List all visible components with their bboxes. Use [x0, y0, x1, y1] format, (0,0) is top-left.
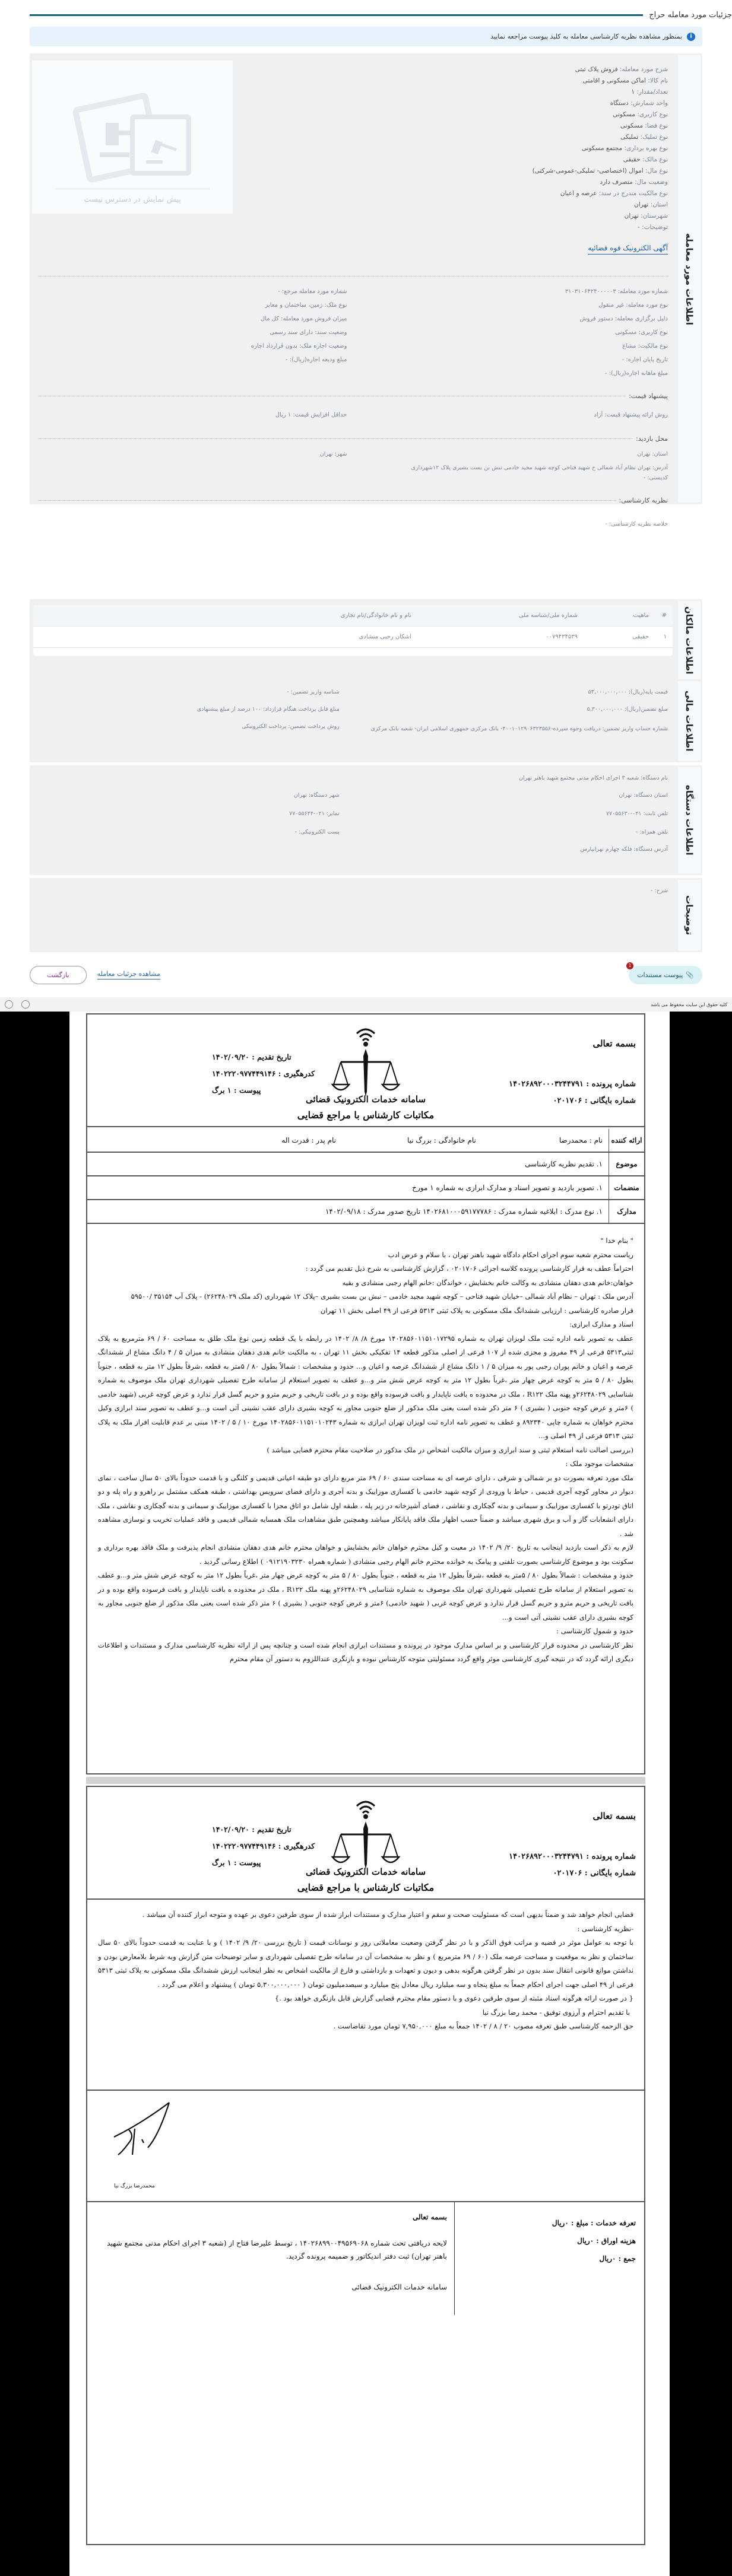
- summary-field: توضیحات: -: [638, 224, 668, 231]
- justice-scale-icon: [330, 1793, 401, 1870]
- gov-logo-icon: [5, 1000, 13, 1009]
- financial-section: [30, 679, 702, 762]
- page-title: جزئیات مورد معامله حراج: [649, 11, 732, 20]
- action-bar: [30, 964, 702, 985]
- agency-name: نام دستگاه: شعبه ۳ اجرای احکام مدنی مجتمع شهید باهنر تهران: [519, 775, 668, 781]
- emblem-logo-icon: [21, 1000, 30, 1009]
- financial-grid: قیمت پایه(ریال): ۵۳,۰۰۰,۰۰۰,۰۰۰ شناسه واریز تضمین: - مبلغ تضمین(ریال): ۵,۳۰۰,۰۰۰,۰۰۰ مبلغ قابل پرداخت هنگام قرارداد: ۱۰۰ درصد از مبلغ پیشنهادی شماره حساب واریز تضمین: دریافت وجوه سپرده-۴۰۰۱۰۱۲۹۰۶۳۲۳۵۵۶- بانک مرکزی جمهوری اسلامی ایران- شعبه بانک مرکزی روش پرداخت تضمین: پرداخت الکترونیکی: [197, 689, 668, 732]
- fees-box: تعرفه خدمات : مبلغ : ۰ریال هزینه اوراق : ۰ریال جمع : ۰ریال: [454, 2202, 644, 2315]
- notes-section: [30, 878, 702, 952]
- owners-body: [30, 599, 676, 681]
- notes-body: [30, 878, 676, 952]
- summary-field: وضعیت مال: متصرف دارد: [600, 179, 668, 186]
- doc-header: بسمه تعالی شماره پرونده : ۱۴۰۲۶۸۹۲۰۰۰۳۲۴۴۷۹۱ شماره بایگانی : ۰۲۰۱۷۰۶ تاریخ تقدیم : ۱۴۰۲/۰۹/۲۰ کدرهگیری : ۱۴۰۲۲۲۰۹۷۷۴۴۹۱۴۶ پیوست : ۱ برگ سامانه خدمات الکترونیک قضائی مکاتبات کارشناس با مراجع قضایی: [87, 1015, 644, 1127]
- price-offer-heading: پیشنهاد قیمت:: [629, 392, 668, 400]
- signature-image: [111, 2100, 176, 2160]
- summary-field: نوع مالکیت مندرج در سند: عرصه و اعیان: [560, 190, 668, 197]
- deal-details-block: [38, 276, 668, 527]
- title-underline: [30, 14, 643, 16]
- document-page-1: [86, 1013, 645, 1774]
- summary-field: واحد شمارش: دستگاه: [610, 100, 668, 107]
- attachments-button[interactable]: 📎 پیوست مستندات 1: [629, 966, 702, 984]
- summary-field: نوع مالک: حقیقی: [623, 156, 668, 163]
- financial-label-box: اطلاعات مالی: [678, 681, 701, 761]
- summary-field: نوع تملیک: تملیکی: [620, 133, 668, 141]
- doc-info-table: ارائه کننده نام : محمدرضا نام خانوادگی : بزرگ نیا نام پدر : قدرت اله موضوع ۱. تقدیم نظریه کارشناسی منضمات ۱. تصویر بازدید و تصویر اسناد و مدارک ابرازی به شماره ۱ مورخ مدارک ۱. نوع مدرک : ابلاغیه شماره مدرک : ۱۴۰۲۶۸۱۰۰۰۵۹۱۷۷۷۸۶ تاریخ صدور مدرک : ۱۴۰۲/۰۹/۱۸: [87, 1129, 644, 1224]
- owners-table: # ماهیت شماره ملی/شناسه ملی نام و نام خانوادگی/نام تجاری ۱ حقیقی ۰۰۷۹۴۳۴۵۳۹ اشکان رجبی منشادی: [33, 605, 673, 656]
- summary-field: نوع بهره برداری: مجتمع مسکونی: [581, 145, 668, 152]
- agency-address: آدرس دستگاه: فلکه چهارم تهرانپارس: [580, 846, 668, 853]
- doc-body-text: قضایی انجام خواهد شد و ضمناً بدیهی است که مسئولیت صحت و سقم و اعتبار مدارک و مستندات ابراز شده از سوی طرفین دعوی بر عهده و متوجه ابراز کننده آن میباشد . -نظریه کارشناسی : با توجه به عوامل موثر در قضیه و مراتب فوق الذکر و با در نظر گرفتن وضعیت معاملاتی روز و نوسانات قیمت ( تاریخ بررسی ۲۰/ ۹/ ۱۴۰۲ ) و با عنایت به قدمت حدوداً بالای ۵۰ سال ساختمان و نظر به موقعیت و مساحت عرصه ملک (۶۰ / ۶۹ مترمربع ) و نظر به مشخصات آن در سامانه طرح تفصیلی شهرداری و سایر توضیحات متن گزارش وبه شرط بلامعارض بودن و نداشتن موانع قانونی انتقال سند بدون در نظر گرفتن هرگونه بدهی و دیون و تعهدات و بازداشتی و فارغ از مالکیت اشخاص به نظر اینجانب ارزش ششدانگ ملک مسکونی به پلاک ثبتی ۵۳۱۳ فرعی از ۴۹ اصلی جهت اجرای احکام جمعاً به مبلغ پنجاه و سه میلیارد ریال معادل پنج میلیارد و سیصدمیلیون تومان ( ۵,۳۰۰,۰۰۰,۰۰۰ تومان ) پیشنهاد و اعلام می گردد . { در صورت ارائه هرگونه اسناد مثبته از سوی طرفین دعوی و با دستور مقام محترم قضایی گزارش قابل بازنگری خواهد بود .} با تقدیم احترام و آرزوی توفیق - محمد رضا بزرگ نیا حق الزحمه کارشناسی طبق تعرفه مصوب ۲۰ / ۸ / ۱۴۰۲ جمعاً به مبلغ ۷,۹۵۰,۰۰۰ تومان مورد تقاضاست .: [98, 1910, 634, 2030]
- visit-address: آدرس: تهران نظام آباد شمالی خ شهید فتاحی کوچه شهید مجید خادمی نبش بن بست بشیری پلاک ۱۲شهرداری: [411, 465, 668, 471]
- page-header: [30, 11, 732, 20]
- financial-body: [30, 679, 676, 762]
- viewer-margin-right: [670, 1012, 732, 2576]
- notes-text: شرح: -: [651, 888, 668, 894]
- document-page-2: [86, 1786, 645, 2545]
- image-preview-placeholder: [32, 61, 233, 214]
- preview-caption: پیش نمایش در دسترس نیست: [84, 195, 181, 204]
- site-footer: [0, 997, 732, 1012]
- section-label: اطلاعات مورد معامله: [684, 233, 695, 325]
- postal-code: کدپستی: -: [643, 475, 668, 481]
- receipt-block: [87, 2202, 644, 2315]
- alert-text: بمنظور مشاهده نظریه کارشناسی معامله به کلید پیوست مراجعه نمایید: [490, 33, 682, 40]
- gavel-icon: [70, 84, 195, 185]
- expert-heading: نظریه کارشناسی:: [619, 497, 668, 504]
- agency-label-box: اطلاعات دستگاه: [678, 767, 701, 873]
- summary-field: نوع فضا: مسکونی: [620, 122, 668, 129]
- page-separator: [86, 1777, 645, 1784]
- judiciary-notice-link[interactable]: آگهی الکترونیک قوه قضائیه: [588, 244, 668, 255]
- agency-body: [30, 765, 676, 875]
- summary-field: تعداد/مقدار: ۱: [631, 88, 668, 96]
- justice-scale-icon: [330, 1020, 401, 1098]
- visit-heading: محل بازدید:: [636, 435, 668, 443]
- summary-list: [533, 64, 668, 255]
- signature-block: محمدرضا بزرگ نیا: [87, 2090, 644, 2202]
- paperclip-icon: 📎: [686, 971, 694, 979]
- table-row: ۱ حقیقی ۰۰۷۹۴۳۴۵۳۹ اشکان رجبی منشادی: [33, 626, 673, 648]
- doc-body-text: " بنام خدا " ریاست محترم شعبه سوم اجرای احکام دادگاه شهید باهنر تهران ، با سلام و عرض ادب احتراماً عطف به قرار کارشناسی پرونده کلاسه اجرائی ۰۲۰۱۷۰۶ ، گزارش کارشناسی به شرح ذیل تقدیم می گردد : خواهان:خانم هدی دهقان منشادی به وکالت خانم بخشایش ، خواندگان :خانم الهام رجبی منشادی و بقیه آدرس ملک : تهران – نظام آباد شمالی –خیابان شهید فتاحی – کوچه شهید مجید خادمی – نبش بن بست بشیری –پلاک ۱۲ شهرداری (کد ملک ۲۶۲۴۸۰۲۹) - پلاک آب ۳۵۱۵۴ /۵۹۵۰۰ قرار صادره کارشناسی : ارزیابی ششدانگ ملک مسکونی به پلاک ثبتی ۵۳۱۳ فرعی از ۴۹ اصلی بخش ۱۱ تهران اسناد و مدارک ابرازی: عطف به تصویر نامه اداره ثبت ملک لویزان تهران به شماره ۱۴۰۲۸۵۶۰۱۱۵۱۰۱۷۲۹۵ مورخ ۸/ ۸/ ۱۴۰۲ در رابطه با یک قطعه زمین نوع ملک طلق به مساحت ۶۰ / ۶۹ مترمربع به پلاک ثبتی۵۳۱۳ فرعی از ۴۹ مفروز و مجزی شده از ۱۰۷ فرعی از اصلی مذکور قطعه ۱۴ تفکیکی بخش ۱۱ تهران ، به مالکیت خانم هدی دهقان منشادی به میزان ۵ / ۴ دانگ مشاع از ششدانگ عرصه و اعیان و خانم پوران رجبی پور به میزان ۵ / ۱ دانگ مشاع از ششدانگ عرصه و اعیان و... حدود و مشخصات : شمالاً بطول ۸۰ / ۵متر به قطعه ،شرقاً بطول ۱۲ متر به قطعه ، جنوباً بطول ۸۰ / ۵ متر به کوچه عرض چهار متر ،غرباً بطول ۱۲ متر به کوچه عرض شش متر و...و عطف به تصویر استعلام از سامانه طرح تفصیلی شهرداری تهران ملک موصوف به شماره شناسایی ۲۶۲۴۸۰۲۹و پهنه ملک R۱۲۲ ، ملک در محدوده ه بافت ناپایدار و بافت فرسوده واقع بوده و در بافت تاریخی و حریم مترو و حریم گسل قرار ندارد و عرض کوچه غربی (شهید خادمی ) ۶متر و عرض کوچه جنوبی ( بشیری ) ۶ متر ذکر شده است یعنی ملک مذکور از ضلع جنوبی مجاور به کوچه بشیری دارای عقب نشینی آتی است و...و عطف به تصویر سند ابرازی وکیل محترم خواهان به شماره چاپی ۸۹۲۳۴۰ و عطف به تصویر نامه اداره ثبت لویزان تهران ابرازی به شماره ۱۴۰۲۸۵۶۰۱۱۵۱۰۱۰۲۴۳ مورخ ۱۰ / ۵ / ۱۴۰۲ مبنی بر عدم قابلیت افراز ملک به پلاک ثبتی ۵۳۱۳ فرعی از ۴۹ اصلی و... (بررسی اصالت نامه استعلام ثبتی و سند ابرازی و میزان مالکیت اشخاص در ملک مذکور در صلاحیت مقام محترم قضایی میباشد ) مشخصات موجود ملک : ملک مورد تعرفه بصورت دو بر شمالی و شرقی ، دارای عرصه ای به مساحت سندی ۶۰ / ۶۹ متر مربع دارای دو طبقه اعیانی قدیمی و کلنگی و با قدمت حدوداً بالای ۵۰ سال ساخت ، نمای دیوار در مجاور کوچه آجری قدیمی ، حیاط با ورودی از کوچه شهید خادمی با کفسازی موزاییک و بدنه آجری و دارای فضای سرویس بهداشتی ، طبقه همکف مشتمل بر راهرو و راه پله و دو اتاق تودرتو با کفسازی موزاییک و سیمانی و بدنه گچکاری و نقاشی ، فضای آشپزخانه در زیر پله ، طبقه اول شامل دو اتاق مجزا با کفسازی موزاییک و سیمانی و بدنه گچکاری و نقاشی ، ملک دارای انشعابات گاز و آب و برق شهری میباشد و ضمناً حسب اظهار ملک فاقد پایانکار میباشد وهمچنین طبق مشاهدات ملک همسایه شمالی قدیمی و فاقد عملیات تخریب و نوسازی مشاهده شد . لازم به ذکر است بازدید اینجانب به تاریخ ۲۰/ ۹/ ۱۴۰۲ در معیت و کیل محترم خواهان خانم بخشایش و خواهان محترم خانم هدی دهقان منشادی انجام پذیرفت و ملک فاقد بهره برداری و سکونت بود و موضوع کارشناسی بصورت تلفنی و پیامک به خوانده محترم خانم الهام رجبی منشادی ( شماره همراه ۰۹۱۲۱۹۰۳۲۳۰ ) اطلاع رسانی گردید . حدود و مشخصات : شمالاً بطول ۸۰ / ۵متر به قطعه ،شرقاً بطول ۱۲ متر به قطعه ، جنوباً بطول ۸۰ / ۵ متر به کوچه عرض چهار متر ،غرباً بطول ۱۲ متر به کوچه عرض شش متر و...و عطف به تصویر استعلام از سامانه طرح تفصیلی شهرداری تهران ملک موصوف به شماره شناسایی ۲۶۲۴۸۰۲۹و پهنه ملک R۱۲۲ ، ملک در محدوده ه بافت ناپایدار و بافت فرسوده واقع بوده و در بافت تاریخی و حریم مترو و حریم گسل قرار ندارد و عرض کوچه غربی ( شهید خادمی) ۶متر و عرض کوچه جنوبی ( بشیری ) ۶ متر ذکر شده است یعنی ملک مذکور از ضلع جنوبی مجاور به کوچه بشیری دارای عقب نشینی آتی است و... حدود و شمول کارشناسی : نظر کارشناسی در محدوده قرار کارشناسی و بر اساس مدارک موجود در پرونده و مستندات ابرازی انجام شده است و چنانچه پس از ارائه نظریه کارشناسی مدارک و مستندات و اطلاعات دیگری ارائه گردد که در نتیجه گیری کارشناسی موثر واقع گردد مسئولیتی متوجه کارشناس نبوده و بازنگری عنداللزوم به دستور آن مقام محترم: [98, 1236, 634, 1663]
- summary-field: استان: تهران: [634, 201, 668, 208]
- deal-info-section: [30, 53, 702, 527]
- visit-grid: استان: تهران شهر: تهران: [319, 451, 668, 457]
- back-button[interactable]: بازگشت: [30, 966, 87, 984]
- copyright-text: کلیه حقوق این سایت محفوظ می باشد: [650, 1001, 727, 1007]
- info-icon: i: [687, 33, 695, 41]
- summary-field: شهرستان: تهران: [624, 212, 668, 220]
- deal-details-page: [0, 0, 732, 1012]
- summary-field: نوع مال: اموال (اختصاصی- تملیکی-عمومی-شرکتی): [532, 167, 668, 174]
- summary-field: نوع کاربری: مسکونی: [613, 111, 668, 118]
- summary-field: نام کالا: اماکن مسکونی و اقامتی: [582, 77, 668, 84]
- viewer-margin-left: [0, 1012, 69, 2576]
- summary-field: شرح مورد معامله: فروش پلاک ثبتی: [575, 66, 668, 73]
- view-deal-details-link[interactable]: مشاهده جزئیات معامله: [97, 970, 160, 979]
- receipt-text-box: بسمه تعالی لایحه دریافتی تحت شماره ۱۴۰۲۶۸۹۹۰۰۴۹۵۶۹۰۶۸ ، توسط علیرضا فتاح از (شعبه ۳ اجرای احکام مدنی مجتمع شهید باهنر تهران) ثبت دفتر اندیکاتور و ضمیمه پرونده گردید. سامانه خدمات الکترونیک قضائی: [107, 2213, 447, 2291]
- info-alert: [30, 27, 702, 46]
- owners-section: [30, 599, 702, 681]
- deal-info-label-box: [678, 55, 701, 503]
- deal-info-body: [30, 53, 676, 527]
- deal-details-grid: شماره مورد معامله: ۳۱۰۳۱۰۶۴۲۴۰۰۰۰۰۳ شماره مورد معامله مرجع: - نوع مورد معامله: غیر منقول نوع ملک: زمین، ساختمان و معابر دلیل برگزاری معامله: دستور فروش میزان فروش مورد معامله: کل مال نوع کاربری: مسکونی وضعیت سند: دارای سند رسمی نوع مالکیت: مشاع وضعیت اجاره ملک: بدون قرارداد اجاره تاریخ پایان اجاره: - مبلغ ودیعه اجاره(ریال): - مبلغ ماهانه اجاره(ریال): -: [251, 288, 668, 377]
- owners-label-box: اطلاعات مالکان: [678, 601, 701, 679]
- attachments-count-badge: 1: [626, 962, 633, 969]
- expert-summary: خلاصه نظریه کارشناسی: -: [605, 521, 668, 527]
- agency-grid: استان دستگاه: تهران شهر دستگاه: تهران تلفن ثابت: ۰۲۱-۷۷۰۵۵۶۳۰ نمابر: ۰۲۱-۷۷۰۵۵۶۴۴ تلفن همراه: - پست الکترونیکی: -: [289, 792, 668, 835]
- doc-header: بسمه تعالی شماره پرونده : ۱۴۰۲۶۸۹۲۰۰۰۳۲۴۴۷۹۱ شماره بایگانی : ۰۲۰۱۷۰۶ تاریخ تقدیم : ۱۴۰۲/۰۹/۲۰ کدرهگیری : ۱۴۰۲۲۲۰۹۷۷۴۴۹۱۴۶ پیوست : ۱ برگ سامانه خدمات الکترونیک قضائی مکاتبات کارشناس با مراجع قضایی: [87, 1787, 644, 1900]
- document-viewer: [0, 1012, 732, 2576]
- notes-label-box: توضیحات: [678, 880, 701, 950]
- price-offer-grid: روش ارائه پیشنهاد قیمت: آزاد حداقل افزایش قیمت: ۱ ریال: [275, 412, 668, 418]
- agency-section: [30, 765, 702, 875]
